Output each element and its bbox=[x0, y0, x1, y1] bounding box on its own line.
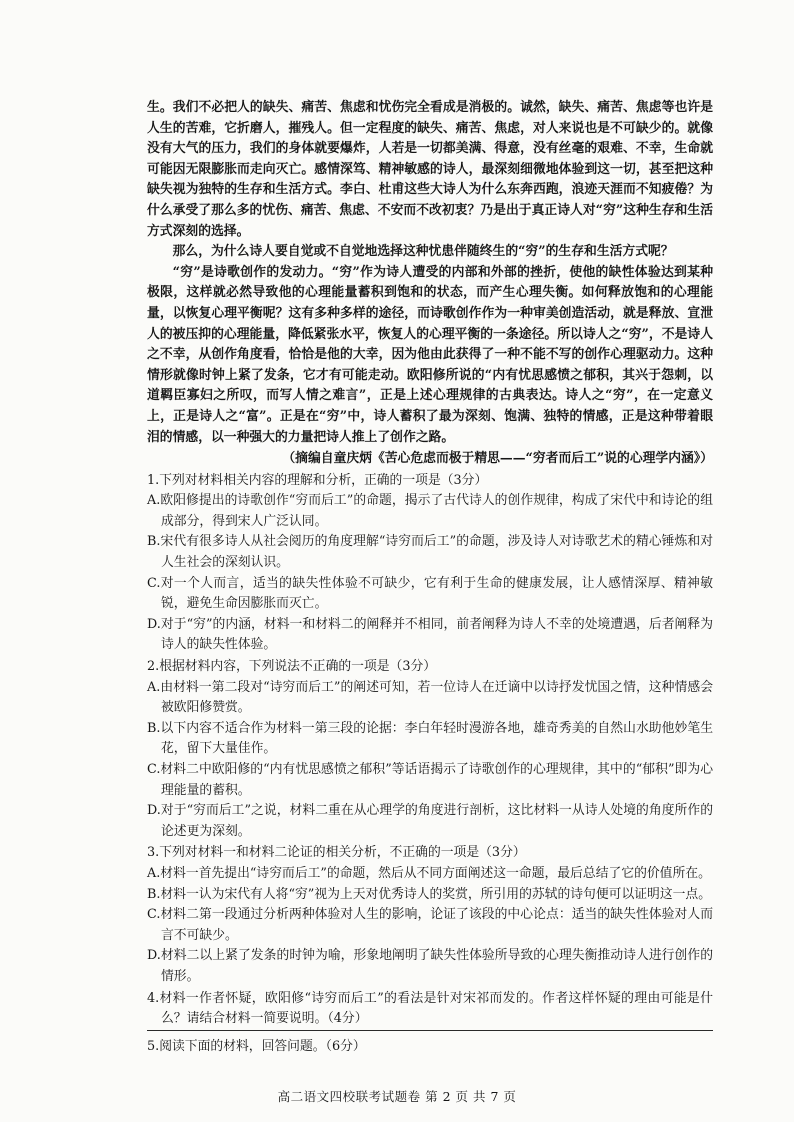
option-d: D.对于“穷”的内涵，材料一和材料二的阐释并不相同，前者阐释为诗人不幸的处境遭遇，后者阐释为诗人的缺失性体验。 bbox=[147, 616, 713, 653]
page-content bbox=[147, 98, 713, 1030]
option-b: B.宋代有很多诗人从社会阅历的角度理解“诗穷而后工”的命题，涉及诗人对诗歌艺术的精心锤炼和对人生社会的深刻认识。 bbox=[147, 534, 713, 571]
option-b: B.材料一认为宋代有人将“穷”视为上天对优秀诗人的奖赏，所引用的苏轼的诗句便可以证明这一点。 bbox=[147, 886, 712, 902]
option-c: C.材料二第一段通过分析两种体验对人生的影响，论证了该段的中心论点：适当的缺失性体验对人而言不可缺少。 bbox=[147, 907, 713, 943]
option-c: C.材料二中欧阳修的“内有忧思感愤之郁积”等话语揭示了诗歌创作的心理规律，其中的“郁积”即为心理能量的蓄积。 bbox=[147, 762, 713, 798]
question-stem: 3.下列对材料一和材料二论证的相关分析，不正确的一项是（3分） bbox=[147, 845, 526, 861]
question-4 bbox=[147, 989, 713, 1030]
question-3 bbox=[147, 843, 713, 987]
option-d: D.对于“穷而后工”之说，材料二重在从心理学的角度进行剖析，这比材料一从诗人处境的角度所作的论述更为深刻。 bbox=[147, 803, 713, 839]
option-c: C.对一个人而言，适当的缺失性体验不可缺少，它有利于生命的健康发展，让人感情深厚、精神敏锐，避免生命因膨胀而灭亡。 bbox=[147, 575, 713, 612]
option-a: A.欧阳修提出的诗歌创作“穷而后工”的命题，揭示了古代诗人的创作规律，构成了宋代中和诗论的组成部分，得到宋人广泛认同。 bbox=[147, 493, 713, 529]
question-5: 5.阅读下面的材料，回答问题。（6分） bbox=[147, 1039, 366, 1054]
question-1 bbox=[147, 471, 713, 656]
passage-citation: （摘编自童庆炳《苦心危虑而极于精思——“穷者而后工”说的心理学内涵》） bbox=[282, 451, 713, 467]
passage bbox=[147, 98, 713, 470]
passage-paragraph-3: “穷”是诗歌创作的发动力。“穷”作为诗人遭受的内部和外部的挫折，使他的缺性体验达到某种极限，这样就必然导致他的心理能量蓄积到饱和的状态，而产生心理失衡。如何释放饱和的心理能量，以恢复心理平衡呢？这有多种多样的途径，而诗歌创作作为一种审美创造活动，就是释放、宣泄人的被压抑的心理能量，降低紧张水平，恢复人的心理平衡的一条途径。所以诗人之“穷”，不是诗人之不幸，从创作角度看，恰恰是他的大幸，因为他由此获得了一种不能不写的创作心理驱动力。这种情形就像时钟上紧了发条，它才有可能走动。欧阳修所说的“内有忧思感愤之郁积，其兴于怨刺，以道羁臣寡妇之所叹，而写人情之难言”，正是上述心理规律的古典表达。诗人之“穷”，在一定意义上，正是诗人之“富”。正是在“穷”中，诗人蓄积了最为深刻、饱满、独特的情感，正是这种带着眼泪的情感，以一种强大的力量把诗人推上了创作之路。 bbox=[147, 264, 713, 445]
question-stem: 1.下列对材料相关内容的理解和分析，正确的一项是（3分） bbox=[147, 472, 488, 488]
question-stem: 4.材料一作者怀疑，欧阳修“诗穷而后工”的看法是针对宋祁而发的。作者这样怀疑的理由可能是什么？请结合材料一简要说明。（4分） bbox=[147, 990, 713, 1027]
option-a: A.材料一首先提出“诗穷而后工”的命题，然后从不同方面阐述这一命题，最后总结了它的价值所在。 bbox=[147, 865, 711, 881]
page-footer: 高二语文四校联考试题卷 第 2 页 共 7 页 bbox=[277, 1089, 517, 1104]
question-2 bbox=[147, 657, 713, 842]
passage-paragraph-1: 生。我们不必把人的缺失、痛苦、焦虑和忧伤完全看成是消极的。诚然，缺失、痛苦、焦虑等也许是人生的苦难，它折磨人，摧残人。但一定程度的缺失、痛苦、焦虑，对人来说也是不可缺少的。就像没有大气的压力，我们的身体就要爆炸，人若是一切都美满、得意，没有丝毫的艰难、不幸，生命就可能因无限膨胀而走向灭亡。感情深笃、精神敏感的诗人，最深刻细微地体验到这一切，甚至把这种缺失视为独特的生存和生活方式。李白、杜甫这些大诗人为什么东奔西跑，浪迹天涯而不知疲倦？为什么承受了那么多的忧伤、痛苦、焦虑、不安而不改初衷？乃是出于真正诗人对“穷”这种生存和生活方式深刻的选择。 bbox=[147, 100, 713, 239]
section-divider bbox=[147, 1030, 713, 1031]
option-a: A.由材料一第二段对“诗穷而后工”的阐述可知，若一位诗人在迁谪中以诗抒发忧国之情，这种情感会被欧阳修赞赏。 bbox=[147, 679, 713, 716]
passage-paragraph-2: 那么，为什么诗人要自觉或不自觉地选择这种忧患伴随终生的“穷”的生存和生活方式呢？ bbox=[172, 244, 674, 260]
question-stem: 2.根据材料内容，下列说法不正确的一项是（3分） bbox=[147, 659, 437, 675]
option-b: B.以下内容不适合作为材料一第三段的论据：李白年轻时漫游各地，雄奇秀美的自然山水助他妙笔生花，留下大量佳作。 bbox=[147, 720, 713, 757]
option-d: D.材料二以上紧了发条的时钟为喻，形象地阐明了缺失性体验所导致的心理失衡推动诗人进行创作的情形。 bbox=[147, 948, 713, 984]
